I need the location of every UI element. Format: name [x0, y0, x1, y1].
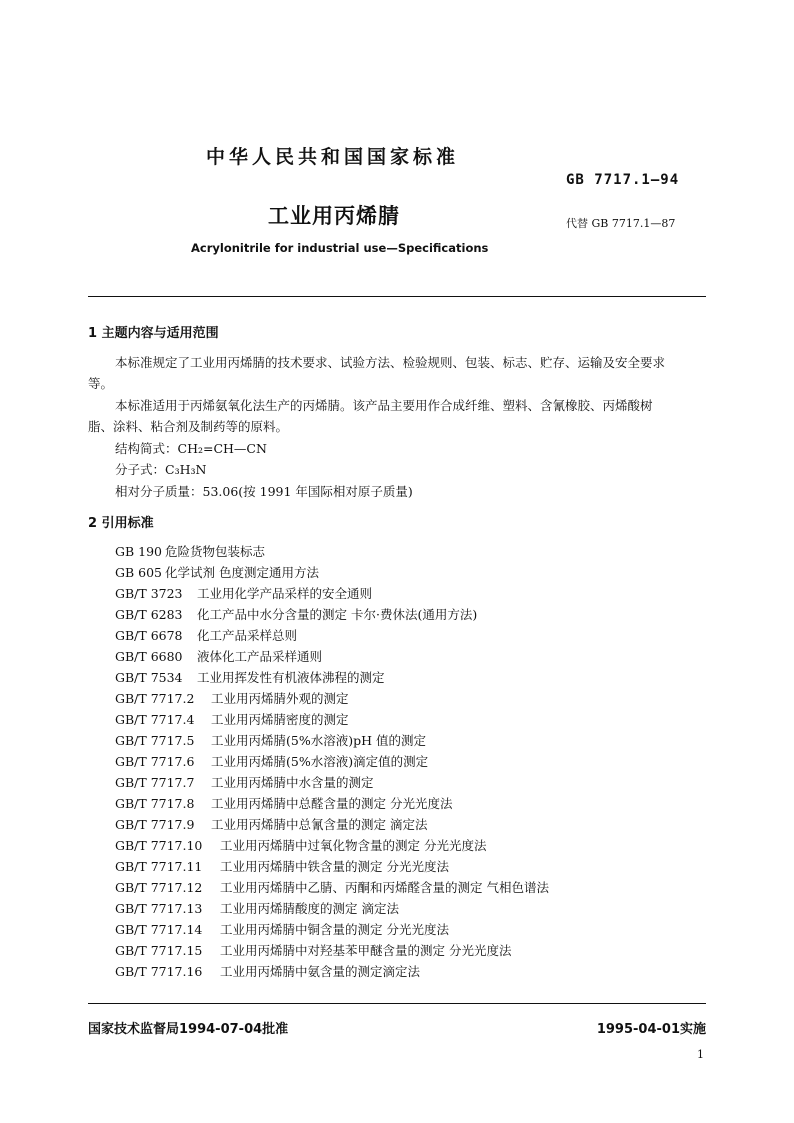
section-1-paragraph-2-line-1: 本标准适用于丙烯氨氧化法生产的丙烯腈。该产品主要用作合成纤维、塑料、含氰橡胶、丙烯酸树 [115, 398, 653, 413]
reference-title: 工业用丙烯腈中对羟基苯甲醚含量的测定 分光光度法 [220, 943, 512, 958]
reference-item [115, 815, 427, 833]
reference-item [115, 668, 385, 686]
reference-item [115, 689, 349, 707]
reference-title: 化学试剂 色度测定通用方法 [165, 565, 319, 580]
reference-code: GB/T 7717.11 [115, 859, 203, 874]
reference-item [115, 710, 349, 728]
reference-item [115, 584, 372, 602]
reference-code: GB/T 6680 [115, 649, 183, 664]
document-title-en: Acrylonitrile for industrial use—Specifications [191, 241, 489, 255]
reference-item [115, 920, 449, 938]
reference-code: GB 605 [115, 565, 163, 580]
reference-code: GB/T 7717.2 [115, 691, 195, 706]
reference-code: GB/T 7717.15 [115, 943, 203, 958]
section-2-heading: 2 引用标准 [88, 516, 154, 531]
reference-title: 工业用化学产品采样的安全通则 [197, 586, 373, 601]
reference-item [115, 962, 420, 980]
reference-code: GB/T 7717.7 [115, 775, 195, 790]
reference-code: GB/T 7717.12 [115, 880, 203, 895]
reference-title: 化工产品中水分含量的测定 卡尔·费休法(通用方法) [197, 607, 478, 622]
reference-title: 危险货物包装标志 [165, 544, 266, 559]
reference-code: GB/T 3723 [115, 586, 183, 601]
reference-title: 工业用丙烯腈中水含量的测定 [211, 775, 374, 790]
reference-title: 工业用丙烯腈密度的测定 [211, 712, 349, 727]
molecular-formula: 分子式：C₃H₃N [115, 462, 207, 477]
reference-title: 工业用丙烯腈中铜含量的测定 分光光度法 [220, 922, 449, 937]
reference-title: 工业用丙烯腈酸度的测定 滴定法 [220, 901, 399, 916]
reference-title: 工业用丙烯腈中总醛含量的测定 分光光度法 [211, 796, 453, 811]
reference-item [115, 773, 374, 791]
reference-code: GB/T 6678 [115, 628, 183, 643]
reference-item [115, 878, 549, 896]
reference-item [115, 941, 511, 959]
reference-item [115, 626, 297, 644]
reference-item [115, 563, 319, 581]
reference-title: 液体化工产品采样通则 [197, 649, 323, 664]
section-1-paragraph-1-line-1: 本标准规定了工业用丙烯腈的技术要求、试验方法、检验规则、包装、标志、贮存、运输及安全要求 [115, 355, 666, 370]
reference-item [115, 605, 477, 623]
section-1-paragraph-1-line-2: 等。 [88, 376, 114, 391]
standard-code: GB 7717.1—94 [566, 172, 680, 188]
reference-item [115, 647, 322, 665]
effective-date: 1995-04-01实施 [596, 1022, 706, 1037]
reference-title: 工业用丙烯腈外观的测定 [211, 691, 349, 706]
approval-date: 国家技术监督局1994-07-04批准 [88, 1022, 289, 1037]
reference-title: 工业用丙烯腈中氨含量的测定滴定法 [220, 964, 421, 979]
reference-title: 工业用丙烯腈(5%水溶液)滴定值的测定 [211, 754, 429, 769]
reference-item [115, 731, 426, 749]
reference-code: GB/T 7717.9 [115, 817, 195, 832]
replaces-note: 代替 GB 7717.1—87 [566, 217, 676, 230]
national-standard-heading: 中华人民共和国国家标准 [206, 146, 460, 168]
reference-code: GB/T 7717.13 [115, 901, 203, 916]
footer-divider [88, 1003, 706, 1004]
reference-code: GB/T 6283 [115, 607, 183, 622]
reference-item [115, 542, 265, 560]
reference-item [115, 899, 399, 917]
section-1-paragraph-2-line-2: 脂、涂料、粘合剂及制药等的原料。 [88, 419, 289, 434]
reference-item [115, 794, 452, 812]
reference-code: GB/T 7717.4 [115, 712, 195, 727]
reference-title: 工业用丙烯腈(5%水溶液)pH 值的测定 [211, 733, 426, 748]
reference-code: GB/T 7717.5 [115, 733, 195, 748]
reference-code: GB/T 7717.14 [115, 922, 203, 937]
reference-title: 工业用丙烯腈中铁含量的测定 分光光度法 [220, 859, 449, 874]
structure-formula: 结构简式：CH₂=CH—CN [115, 441, 267, 456]
page-number: 1 [697, 1048, 704, 1061]
reference-title: 工业用丙烯腈中过氧化物含量的测定 分光光度法 [220, 838, 487, 853]
header-divider [88, 296, 706, 297]
reference-code: GB/T 7717.6 [115, 754, 195, 769]
reference-item [115, 857, 449, 875]
reference-title: 工业用丙烯腈中乙腈、丙酮和丙烯醛含量的测定 气相色谱法 [220, 880, 549, 895]
reference-title: 化工产品采样总则 [197, 628, 298, 643]
reference-code: GB/T 7534 [115, 670, 183, 685]
reference-title: 工业用挥发性有机液体沸程的测定 [197, 670, 385, 685]
reference-code: GB 190 [115, 544, 163, 559]
reference-code: GB/T 7717.16 [115, 964, 203, 979]
document-title-cn: 工业用丙烯腈 [268, 204, 400, 228]
reference-code: GB/T 7717.8 [115, 796, 195, 811]
reference-title: 工业用丙烯腈中总氰含量的测定 滴定法 [211, 817, 428, 832]
section-1-heading: 1 主题内容与适用范围 [88, 326, 219, 341]
molecular-mass: 相对分子质量：53.06(按 1991 年国际相对原子质量) [115, 484, 413, 499]
reference-code: GB/T 7717.10 [115, 838, 203, 853]
reference-item [115, 836, 486, 854]
reference-item [115, 752, 428, 770]
